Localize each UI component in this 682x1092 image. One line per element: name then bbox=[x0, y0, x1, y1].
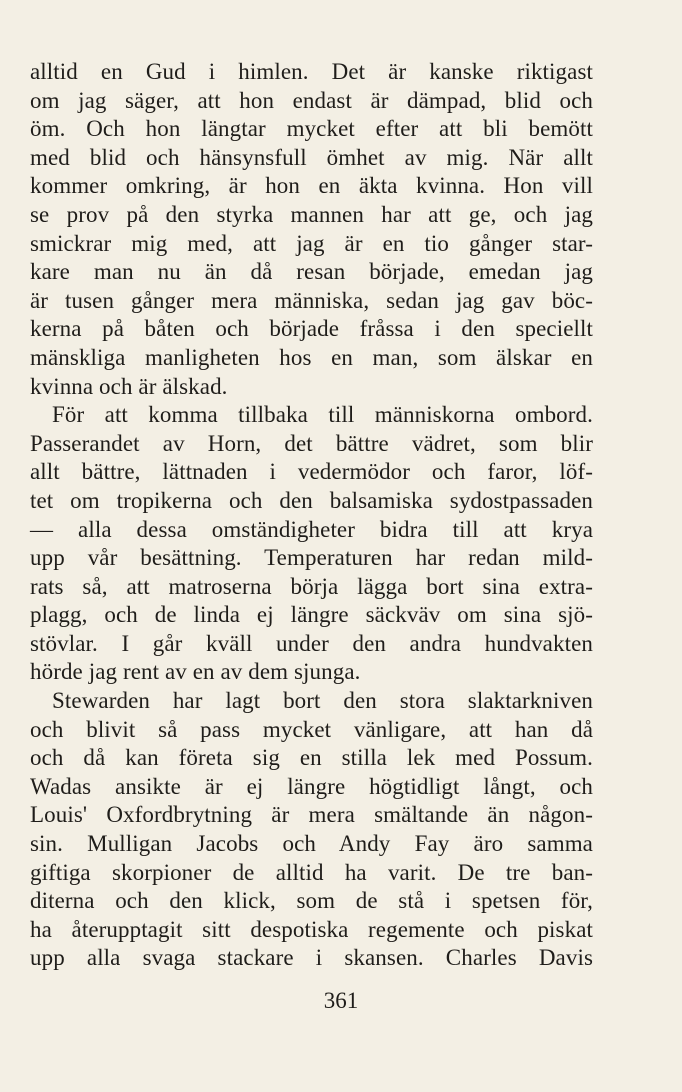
paragraph-3 bbox=[30, 687, 593, 973]
text-line: Wadas ansikte är ej längre högtidligt långt, och bbox=[30, 773, 593, 799]
text-line: öm. Och hon längtar mycket efter att bli bemött bbox=[30, 116, 593, 142]
text-line: hörde jag rent av en av dem sjunga. bbox=[30, 659, 361, 685]
text-line: sin. Mulligan Jacobs och Andy Fay äro samma bbox=[30, 831, 593, 857]
text-line: kvinna och är älskad. bbox=[30, 373, 228, 399]
text-line: Louis' Oxfordbrytning är mera smältande än någon- bbox=[30, 802, 593, 828]
text-line: kare man nu än då resan började, emedan jag bbox=[30, 259, 593, 285]
text-line: alltid en Gud i himlen. Det är kanske riktigast bbox=[30, 59, 593, 84]
text-line: plagg, och de linda ej längre säckväv om sina sjö- bbox=[30, 602, 593, 628]
text-line: smickrar mig med, att jag är en tio gånger star- bbox=[30, 230, 593, 256]
text-line: stövlar. I går kväll under den andra hundvakten bbox=[30, 630, 593, 656]
book-page-text bbox=[30, 58, 593, 973]
text-line: upp alla svaga stackare i skansen. Charles Davis bbox=[30, 945, 593, 971]
text-line: Stewarden har lagt bort den stora slaktarkniven bbox=[52, 688, 593, 714]
text-line: Passerandet av Horn, det bättre vädret, som blir bbox=[30, 430, 593, 456]
text-line: och blivit så pass mycket vänligare, att han då bbox=[30, 716, 593, 742]
text-line: upp vår besättning. Temperaturen har redan mild- bbox=[30, 545, 593, 571]
paragraph-2 bbox=[30, 401, 593, 687]
text-line: kerna på båten och började fråssa i den speciellt bbox=[30, 316, 593, 342]
text-line: se prov på den styrka mannen har att ge, och jag bbox=[30, 201, 593, 227]
text-line: är tusen gånger mera människa, sedan jag gav böc- bbox=[30, 287, 593, 313]
text-line: För att komma tillbaka till människorna ombord. bbox=[52, 402, 593, 428]
text-line: och då kan företa sig en stilla lek med Possum. bbox=[30, 745, 593, 771]
text-line: med blid och hänsynsfull ömhet av mig. När allt bbox=[30, 144, 593, 170]
page-number: 361 bbox=[323, 988, 359, 1013]
text-line: diterna och den klick, som de stå i spetsen för, bbox=[30, 888, 593, 914]
text-line: mänskliga manligheten hos en man, som älskar en bbox=[30, 344, 593, 370]
text-line: om jag säger, att hon endast är dämpad, blid och bbox=[30, 87, 593, 113]
text-line: kommer omkring, är hon en äkta kvinna. Hon vill bbox=[30, 173, 593, 199]
text-line: — alla dessa omständigheter bidra till att krya bbox=[30, 516, 593, 542]
text-line: giftiga skorpioner de alltid ha varit. De tre ban- bbox=[30, 859, 593, 885]
text-line: ha återupptagit sitt despotiska regemente och piskat bbox=[30, 916, 593, 942]
text-line: allt bättre, lättnaden i vedermödor och faror, löf- bbox=[30, 459, 593, 485]
text-line: tet om tropikerna och den balsamiska sydostpassaden bbox=[30, 487, 593, 513]
paragraph-1 bbox=[30, 58, 593, 401]
text-line: rats så, att matroserna börja lägga bort sina extra- bbox=[30, 573, 593, 599]
